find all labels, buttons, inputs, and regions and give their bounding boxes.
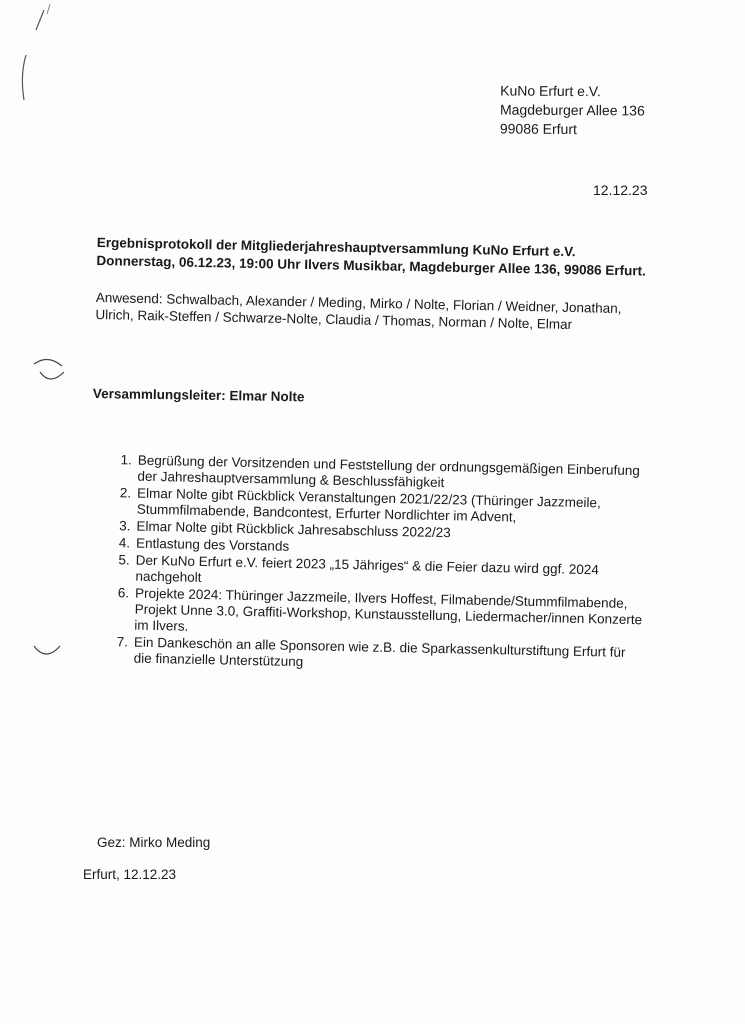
document-date: 12.12.23: [593, 182, 648, 198]
agenda-item-text: Entlastung des Vorstands: [135, 535, 290, 554]
sender-street: Magdeburger Allee 136: [499, 101, 645, 119]
agenda-item-number: 2.: [119, 485, 132, 501]
protocol-title-line1: Ergebnisprotokoll der Mitgliederjahreshauptversammlung KuNo Erfurt e.V.: [96, 234, 576, 260]
punch-hole-mark-upper: [30, 356, 70, 386]
sender-address: [500, 81, 645, 139]
agenda-item-text: Elmar Nolte gibt Rückblick Jahresabschluss 2022/23: [136, 518, 451, 541]
sender-city: 99086 Erfurt: [499, 120, 577, 138]
meeting-leader: Versammlungsleiter: Elmar Nolte: [92, 386, 305, 405]
protocol-title-line2: Donnerstag, 06.12.23, 19:00 Uhr Ilvers Musikbar, Magdeburger Allee 136, 99086 Erfurt.: [96, 252, 647, 279]
agenda-item-number: 3.: [119, 518, 131, 534]
agenda-item-text: Der KuNo Erfurt e.V. feiert 2023 „15 Jähriges“ & die Feier dazu wird ggf. 2024 nachgeholt: [135, 552, 600, 585]
agenda-item-text: Begrüßung der Vorsitzenden und Feststellung der ordnungsgemäßigen Einberufung der Jahreshauptversammlung & Beschlussfähigkeit: [137, 452, 640, 491]
protocol-title: [96, 234, 646, 281]
agenda-item-number: 7.: [116, 634, 129, 650]
agenda-list: [103, 452, 647, 678]
agenda-item-number: 4.: [118, 535, 131, 551]
agenda-item-text: Projekte 2024: Thüringer Jazzmeile, Ilvers Hoffest, Filmabende/Stummfilmabende, Projekt Unne 3.0, Graffiti-Workshop, Kunstausstellung, Liedermacher/innen Konzerte im Ilvers.: [134, 585, 643, 634]
signature-line: Gez: Mirko Meding: [97, 835, 211, 850]
sender-name: KuNo Erfurt e.V.: [500, 82, 601, 100]
agenda-item-number: 5.: [118, 552, 130, 568]
place-date: Erfurt, 12.12.23: [83, 867, 177, 882]
agenda-item-number: 6.: [117, 585, 130, 601]
punch-hole-mark-lower: [30, 640, 66, 664]
agenda-item-text: Ein Dankeschön an alle Sponsoren wie z.B. die Sparkassenkulturstiftung Erfurt für die finanzielle Unterstützung: [133, 634, 626, 670]
attendees-list: Anwesend: Schwalbach, Alexander / Meding, Mirko / Nolte, Florian / Weidner, Jonathan, Ulrich, Raik-Steffen / Schwarze-Nolte, Claudia / Thomas, Norman / Nolte, Elmar: [95, 289, 622, 332]
agenda-item-number: 1.: [120, 452, 132, 468]
agenda-item-text: Elmar Nolte gibt Rückblick Veranstaltungen 2021/22/23 (Thüringer Jazzmeile, Stummfilmabende, Bandcontest, Erfurter Nordlichter im Advent,: [136, 485, 601, 525]
scan-binding-mark: [14, 0, 54, 110]
